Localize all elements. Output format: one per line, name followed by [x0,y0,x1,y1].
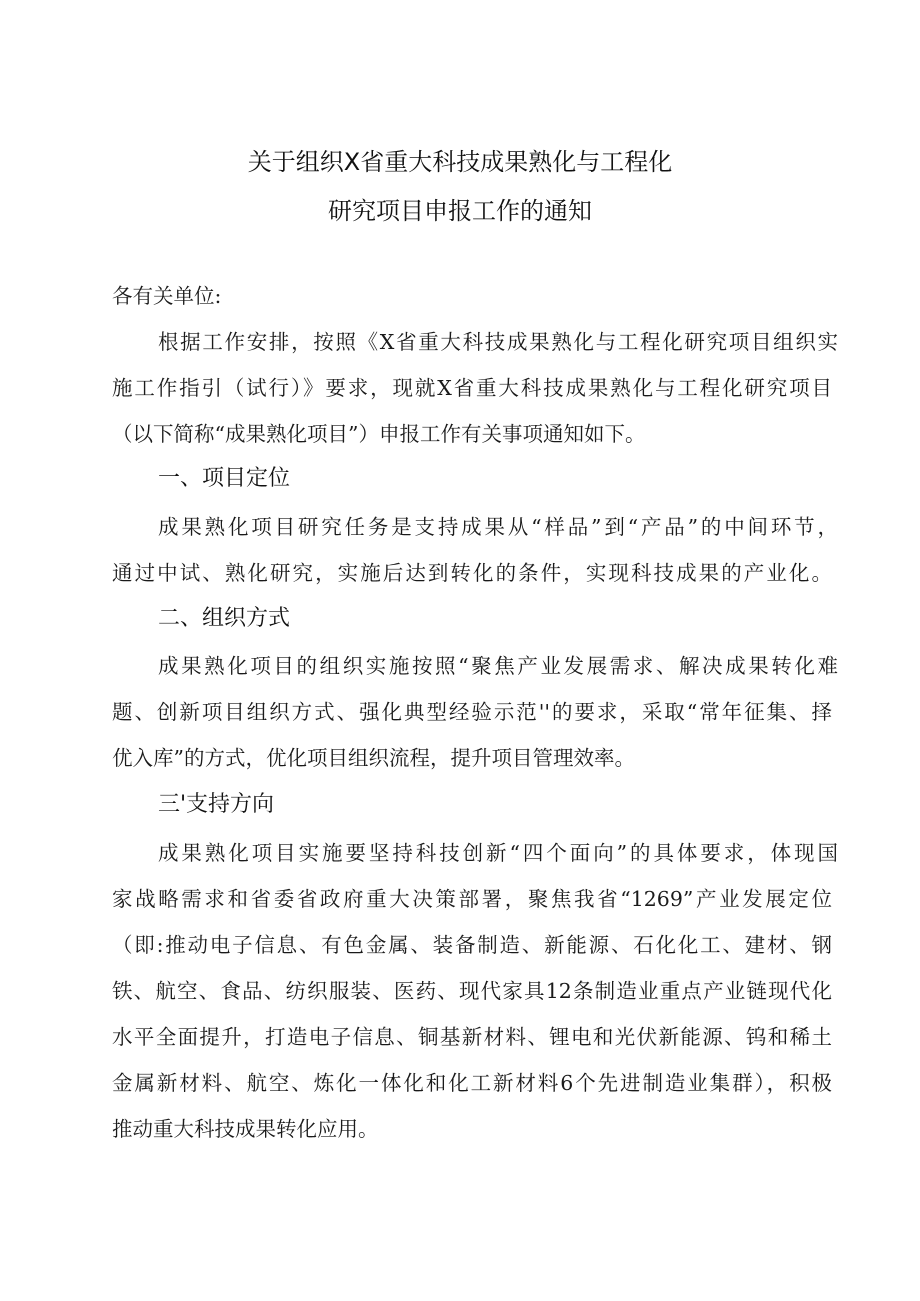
intro-paragraph-line: （以下简称“成果熟化项目”）申报工作有关事项通知如下。 [112,422,646,446]
section-heading-support-direction: 三'支持方向 [158,792,275,817]
document-title-line-1: 关于组织X省重大科技成果熟化与工程化 [247,148,673,176]
section-heading-positioning: 一、项目定位 [158,466,291,491]
section3-paragraph-line: 铁、航空、食品、纺织服装、医药、现代家具12条制造业重点产业链现代化 [112,979,832,1003]
section-heading-organization: 二、组织方式 [158,606,291,631]
intro-paragraph-line: 施工作指引（试行）》要求，现就X省重大科技成果熟化与工程化研究项目 [112,376,832,400]
document-title-line-2: 研究项目申报工作的通知 [328,197,592,225]
section3-paragraph-line: 推动重大科技成果转化应用。 [112,1117,379,1141]
section3-paragraph-line: 金属新材料、航空、炼化一体化和化工新材料6个先进制造业集群），积极 [112,1071,832,1095]
section3-paragraph-line: 水平全面提升，打造电子信息、铜基新材料、锂电和光伏新能源、钨和稀土 [112,1025,832,1049]
section3-paragraph-line: （即:推动电子信息、有色金属、装备制造、新能源、石化化工、建材、钢 [112,933,832,957]
section1-paragraph-line: 成果熟化项目研究任务是支持成果从“样品”到“产品”的中间环节， [158,515,838,539]
section3-paragraph-line: 成果熟化项目实施要坚持科技创新“四个面向”的具体要求，体现国 [158,841,838,865]
section2-paragraph-line: 优入库”的方式，优化项目组织流程，提升项目管理效率。 [112,746,635,770]
salutation: 各有关单位: [112,284,222,308]
section1-paragraph-line: 通过中试、熟化研究，实施后达到转化的条件，实现科技成果的产业化。 [112,561,832,585]
intro-paragraph-line: 根据工作安排，按照《X省重大科技成果熟化与工程化研究项目组织实 [158,330,838,354]
section2-paragraph-line: 题、创新项目组织方式、强化典型经验示范''的要求，采取“常年征集、择 [112,700,832,724]
section3-paragraph-line: 家战略需求和省委省政府重大决策部署，聚焦我省“1269”产业发展定位 [112,887,832,911]
section2-paragraph-line: 成果熟化项目的组织实施按照“聚焦产业发展需求、解决成果转化难 [158,654,838,678]
